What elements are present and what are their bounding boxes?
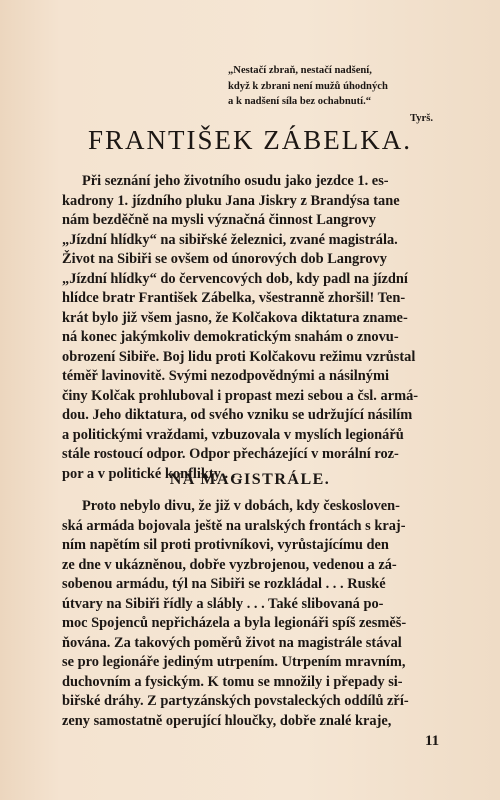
text-line: Život na Sibiři se ovšem od únorových dob Langrovy bbox=[62, 251, 387, 267]
epigraph-line: když k zbrani není mužů úhodných bbox=[228, 80, 388, 92]
text-line: obrození Sibiře. Boj lidu proti Kolčakovu režimu vzrůstal bbox=[62, 348, 416, 365]
page-number: 11 bbox=[425, 733, 440, 749]
text-line: se pro legionáře jediným utrpením. Utrpením mravním, bbox=[62, 654, 406, 670]
text-line: „Jízdní hlídky“ do červencových dob, kdy padl na jízdní bbox=[62, 270, 408, 287]
text-line: téměř lavinovitě. Svými nezodpovědnými a násilnými bbox=[62, 368, 389, 384]
epigraph-author: Tyrš. bbox=[409, 112, 433, 124]
text-line: ná konec jakýmkoliv demokratickým snahám o znovu- bbox=[62, 329, 399, 345]
text-line: hlídce bratr František Zábelka, všestranně zhoršil! Ten- bbox=[62, 290, 406, 306]
text-line: dou. Jeho diktatura, od svého vzniku se udržující násilím bbox=[62, 407, 413, 423]
text-line: Při seznání jeho životního osudu jako jezdce 1. es- bbox=[82, 173, 389, 189]
text-line: sobenou armádu, týl na Sibiři se rozkládal . . . Ruské bbox=[62, 576, 386, 592]
epigraph bbox=[228, 63, 433, 126]
epigraph-line: „Nestačí zbraň, nestačí nadšení, bbox=[228, 65, 372, 76]
text-line: „Jízdní hlídky“ na sibiřské železnici, zvané magistrála. bbox=[62, 231, 398, 248]
text-line: moc Spojenců nepřicházela a byla legionáři spíš zesměš- bbox=[62, 615, 407, 631]
text-line: stále rostoucí odpor. Odpor přecházející v morální roz- bbox=[62, 446, 399, 462]
text-line: duchovním a fysickým. K tomu se množily i přepady si- bbox=[62, 673, 403, 690]
text-line: Proto nebylo divu, že již v dobách, kdy českosloven- bbox=[82, 498, 400, 514]
paragraph-1 bbox=[62, 172, 444, 484]
chapter-title: FRANTIŠEK ZÁBELKA. bbox=[88, 125, 412, 155]
text-line: krát bylo již všem jasno, že Kolčakova diktatura zname- bbox=[62, 309, 408, 326]
epigraph-line: a k nadšení síla bez ochabnutí.“ bbox=[228, 96, 372, 107]
text-line: a politickými vraždami, vzbuzovala v myslích legionářů bbox=[62, 426, 404, 443]
section-heading: NA MAGISTRÁLE. bbox=[169, 471, 331, 488]
text-line: nám bezděčně na mysli význačná činnost Langrovy bbox=[62, 212, 376, 228]
text-line: ním napětím sil proti protivníkovi, vyrůstajícímu den bbox=[62, 537, 389, 553]
text-line: ská armáda bojovala ještě na uralských frontách s kraj- bbox=[62, 517, 406, 534]
text-line: zeny samostatně operující hloučky, dobře znalé kraje, bbox=[62, 712, 392, 729]
text-line: biřské dráhy. Z partyzánských povstaleckých oddílů zří- bbox=[62, 693, 409, 709]
text-line: ňována. Za takových poměrů život na magistrále stával bbox=[62, 634, 402, 651]
text-line: por a v politické konflikty . . . bbox=[62, 465, 243, 482]
paragraph-2 bbox=[62, 497, 444, 731]
text-line: ze dne v ukázněnou, dobře vyzbrojenou, vedenou a zá- bbox=[62, 556, 397, 573]
text-line: útvary na Sibiři řídly a slábly . . . Také slibovaná po- bbox=[62, 595, 384, 612]
text-line: kadrony 1. jízdního pluku Jana Jiskry z Brandýsa tane bbox=[62, 192, 400, 209]
text-line: činy Kolčak prohluboval i propast mezi sebou a čsl. armá- bbox=[62, 387, 419, 404]
